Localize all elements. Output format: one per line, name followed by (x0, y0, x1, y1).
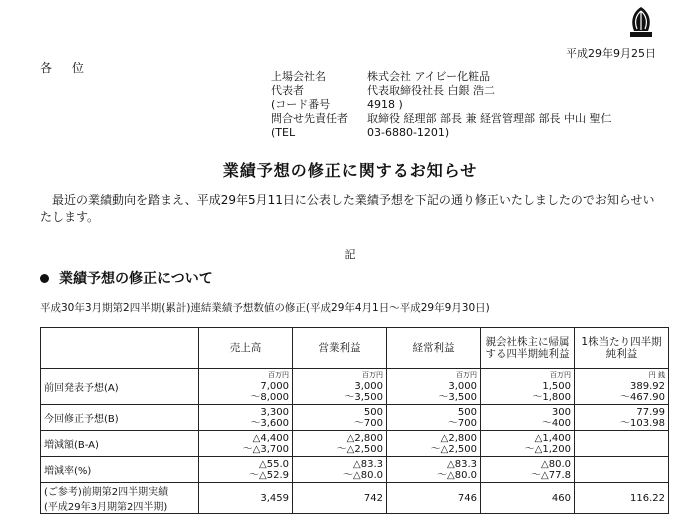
header-corner (41, 328, 199, 369)
table-row (41, 457, 669, 483)
row-label: 前回発表予想(A) (41, 369, 199, 405)
unit-label: 百万円 (362, 371, 383, 379)
section-heading (40, 268, 213, 288)
info-label: 上場会社名 (271, 70, 326, 83)
table-cell: 746 (387, 483, 481, 514)
company-logo (623, 4, 659, 40)
header-net-profit: 親会社株主に帰属する四半期純利益 (481, 328, 575, 369)
table-header-row (41, 328, 669, 369)
table-cell: △55.0 ～△52.9 (199, 457, 293, 483)
table-cell: △2,800 ～△2,500 (293, 431, 387, 457)
table-cell: 3,459 (199, 483, 293, 514)
unit-label: 円 銭 (648, 371, 665, 379)
table-cell: 百万円 3,000 ～3,500 (387, 369, 481, 405)
table-cell: 円 銭 389.92 ～467.90 (575, 369, 669, 405)
section-title: 業績予想の修正について (59, 271, 213, 287)
unit-label: 百万円 (456, 371, 477, 379)
table-row (41, 405, 669, 431)
info-value: 取締役 経理部 部長 兼 経営管理部 部長 中山 聖仁 (367, 112, 612, 125)
table-cell: △83.3 ～△80.0 (293, 457, 387, 483)
header-operating-profit: 営業利益 (293, 328, 387, 369)
unit-label: 百万円 (550, 371, 571, 379)
header-sales: 売上高 (199, 328, 293, 369)
table-cell: 500 ～700 (293, 405, 387, 431)
table-cell: △1,400 ～△1,200 (481, 431, 575, 457)
info-value: 代表取締役社長 白銀 浩二 (367, 84, 495, 97)
body-paragraph: 最近の業績動向を踏まえ、平成29年5月11日に公表した業績予想を下記の通り修正いたしましたのでお知らせいたします。 (40, 193, 655, 224)
table-cell: 77.99 ～103.98 (575, 405, 669, 431)
table-cell: △4,400 ～△3,700 (199, 431, 293, 457)
header-eps: 1株当たり四半期純利益 (575, 328, 669, 369)
ki-marker: 記 (344, 248, 356, 261)
info-row-code (271, 98, 611, 112)
info-row-company (271, 70, 611, 84)
table-cell: 百万円 1,500 ～1,800 (481, 369, 575, 405)
unit-label: 百万円 (268, 371, 289, 379)
table-cell: 3,300 ～3,600 (199, 405, 293, 431)
row-label: (ご参考)前期第2四半期実績 (平成29年3月期第2四半期) (41, 483, 199, 514)
info-row-contact (271, 112, 611, 126)
document-title: 業績予想の修正に関するお知らせ (222, 161, 478, 180)
info-row-representative (271, 84, 611, 98)
table-cell: 500 ～700 (387, 405, 481, 431)
info-value: 03-6880-1201) (367, 126, 450, 139)
info-label: (コード番号 (271, 98, 331, 111)
bullet-icon (40, 274, 49, 283)
company-info (271, 70, 611, 140)
info-label: 代表者 (271, 84, 304, 97)
forecast-table (40, 327, 669, 514)
table-cell (575, 457, 669, 483)
header-ordinary-profit: 経常利益 (387, 328, 481, 369)
table-cell: 百万円 7,000 ～8,000 (199, 369, 293, 405)
row-label: 増減率(%) (41, 457, 199, 483)
info-row-tel (271, 126, 611, 140)
table-row-reference (41, 483, 669, 514)
row-label: 今回修正予想(B) (41, 405, 199, 431)
table-cell: 742 (293, 483, 387, 514)
table-row (41, 431, 669, 457)
info-value: 株式会社 アイビー化粧品 (367, 70, 491, 83)
table-cell: 百万円 3,000 ～3,500 (293, 369, 387, 405)
announcement-date: 平成29年9月25日 (566, 47, 656, 60)
table-cell (575, 431, 669, 457)
table-cell: △80.0 ～△77.8 (481, 457, 575, 483)
info-value: 4918 ) (367, 98, 403, 111)
row-label: 増減額(B-A) (41, 431, 199, 457)
table-cell: △83.3 ～△80.0 (387, 457, 481, 483)
table-row (41, 369, 669, 405)
table-cell: 116.22 (575, 483, 669, 514)
info-label: (TEL (271, 126, 296, 139)
table-cell: 300 ～400 (481, 405, 575, 431)
table-cell: △2,800 ～△2,500 (387, 431, 481, 457)
table-cell: 460 (481, 483, 575, 514)
recipient: 各 位 (40, 61, 92, 75)
info-label: 問合せ先責任者 (271, 112, 348, 125)
table-caption: 平成30年3月期第2四半期(累計)連結業績予想数値の修正(平成29年4月1日～平成29年9月30日) (40, 302, 490, 314)
